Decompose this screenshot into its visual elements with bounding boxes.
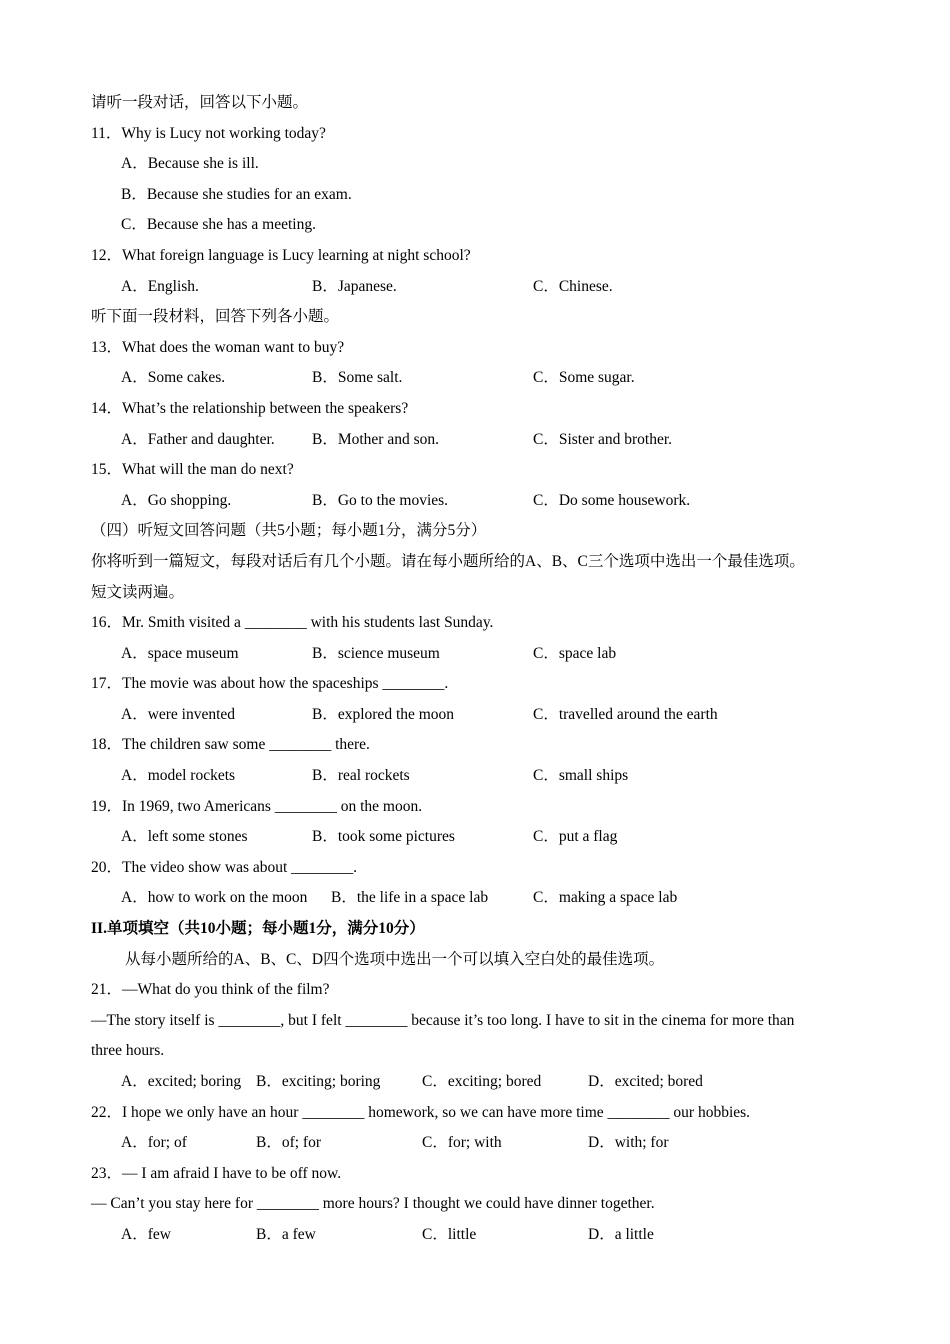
option-b: B．Mother and son. xyxy=(312,430,440,448)
question-21: 21．—What do you think of the film? xyxy=(91,981,330,999)
option-b: B．real rockets xyxy=(312,767,410,785)
question-21-line-3: three hours. xyxy=(91,1042,165,1060)
options-14 xyxy=(91,425,891,456)
option-c: C．space lab xyxy=(533,644,617,662)
question-15: 15．What will the man do next? xyxy=(91,461,294,479)
options-20 xyxy=(91,883,891,914)
option-d: D．a little xyxy=(588,1225,654,1243)
option-a: A．Father and daughter. xyxy=(121,430,275,448)
options-12 xyxy=(91,272,891,303)
option-a: A．space museum xyxy=(121,644,239,662)
question-12: 12．What foreign language is Lucy learning at night school? xyxy=(91,246,471,264)
option-b: B．a few xyxy=(256,1225,316,1243)
option-a: A．model rockets xyxy=(121,767,236,785)
option-c: C．little xyxy=(422,1225,477,1243)
options-18 xyxy=(91,761,891,792)
option-a: A．Some cakes. xyxy=(121,369,226,387)
option-a: A．Go shopping. xyxy=(121,491,232,509)
instruction-dialogue: 请听一段对话，回答以下小题。 xyxy=(91,94,309,111)
question-17: 17．The movie was about how the spaceships ________. xyxy=(91,675,449,693)
options-22 xyxy=(91,1128,891,1159)
option-d: D．with; for xyxy=(588,1134,669,1152)
question-23-line-2: — Can’t you stay here for ________ more hours? I thought we could have dinner together. xyxy=(91,1195,655,1213)
question-20: 20．The video show was about ________. xyxy=(91,858,358,876)
section-2-description: 从每小题所给的A、B、C、D四个选项中选出一个可以填入空白处的最佳选项。 xyxy=(125,950,665,968)
options-15 xyxy=(91,486,891,517)
option-a: A．left some stones xyxy=(121,828,248,846)
option-a: A．how to work on the moon xyxy=(121,889,308,907)
option-a: A．for; of xyxy=(121,1134,187,1152)
question-22: 22．I hope we only have an hour ________ homework, so we can have more time ________ our hobbies. xyxy=(91,1103,751,1121)
question-16: 16．Mr. Smith visited a ________ with his students last Sunday. xyxy=(91,614,494,632)
option-11-b: B．Because she studies for an exam. xyxy=(121,185,352,203)
question-23: 23．— I am afraid I have to be off now. xyxy=(91,1164,342,1182)
option-c: C．exciting; bored xyxy=(422,1073,542,1090)
option-b: B．Some salt. xyxy=(312,369,403,387)
instruction-material: 听下面一段材料，回答下列各小题。 xyxy=(91,308,340,326)
option-b: B．of; for xyxy=(256,1134,322,1152)
option-b: B．explored the moon xyxy=(312,705,455,723)
exam-page xyxy=(91,88,891,1251)
options-21 xyxy=(91,1067,891,1098)
option-c: C．Some sugar. xyxy=(533,369,635,387)
option-c: C．Sister and brother. xyxy=(533,430,673,448)
option-a: A．English. xyxy=(121,277,199,295)
question-14: 14．What’s the relationship between the speakers? xyxy=(91,399,409,417)
option-a: A．few xyxy=(121,1225,171,1243)
option-11-c: C．Because she has a meeting. xyxy=(121,216,316,234)
option-d: D．excited; bored xyxy=(588,1073,703,1090)
options-17 xyxy=(91,700,891,731)
question-18: 18．The children saw some ________ there. xyxy=(91,736,370,754)
option-b: B．took some pictures xyxy=(312,828,455,846)
option-c: C．Do some housework. xyxy=(533,491,691,509)
option-b: B．exciting; boring xyxy=(256,1073,381,1090)
question-19: 19．In 1969, two Americans ________ on the moon. xyxy=(91,797,423,815)
option-c: C．for; with xyxy=(422,1134,502,1152)
option-c: C．making a space lab xyxy=(533,889,678,907)
question-11: 11．Why is Lucy not working today? xyxy=(91,124,326,142)
question-21-line-2: —The story itself is ________, but I felt ________ because it’s too long. I have to sit in the cinema for more than xyxy=(91,1011,795,1029)
option-a: A．excited; boring xyxy=(121,1073,242,1090)
option-c: C．small ships xyxy=(533,767,629,785)
section-4-description: 你将听到一篇短文，每段对话后有几个小题。请在每小题所给的A、B、C三个选项中选出一个最佳选项。 xyxy=(91,552,805,570)
option-b: B．the life in a space lab xyxy=(331,889,489,907)
options-23 xyxy=(91,1220,891,1251)
section-4-title: （四）听短文回答问题（共5小题；每小题1分，满分5分） xyxy=(91,522,487,540)
option-11-a: A．Because she is ill. xyxy=(121,155,259,173)
options-13 xyxy=(91,363,891,394)
option-c: C．Chinese. xyxy=(533,277,613,295)
section-2-title: II.单项填空（共10小题；每小题1分，满分10分） xyxy=(91,920,425,938)
section-4-description-cont: 短文读两遍。 xyxy=(91,583,185,601)
question-13: 13．What does the woman want to buy? xyxy=(91,338,345,356)
option-b: B．Go to the movies. xyxy=(312,491,449,509)
option-a: A．were invented xyxy=(121,705,236,723)
options-16 xyxy=(91,639,891,670)
options-19 xyxy=(91,822,891,853)
option-b: B．science museum xyxy=(312,644,440,662)
option-b: B．Japanese. xyxy=(312,277,397,295)
option-c: C．travelled around the earth xyxy=(533,705,718,723)
option-c: C．put a flag xyxy=(533,828,618,846)
